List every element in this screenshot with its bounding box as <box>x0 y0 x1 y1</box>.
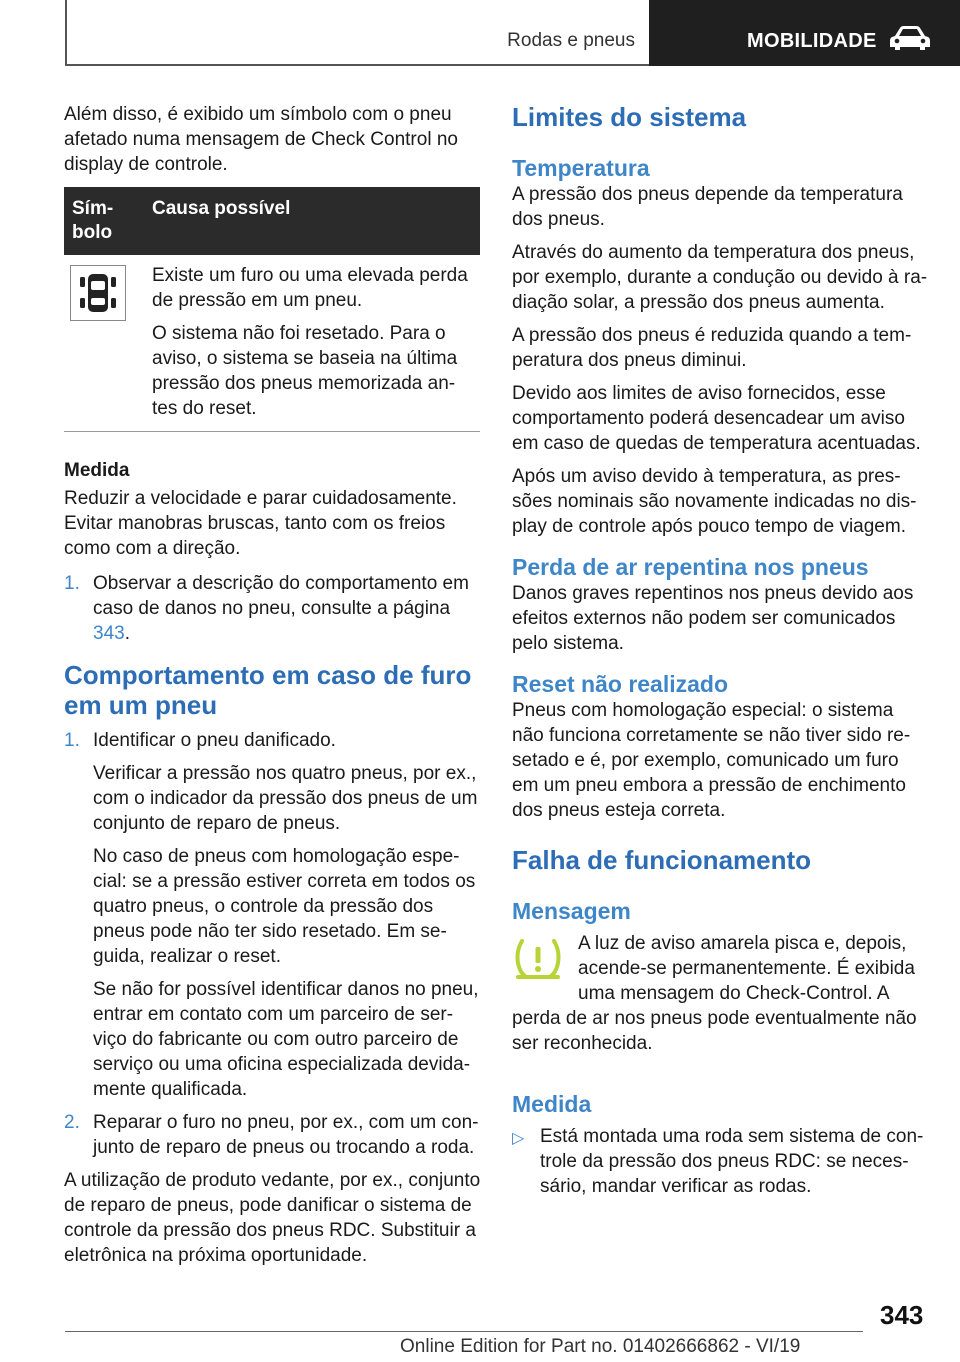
medida-label: Medida <box>64 460 130 481</box>
list-item <box>512 1124 928 1199</box>
temp-paragraph: A pressão dos pneus é reduzida quando a tem-peratura dos pneus diminui. <box>512 325 912 371</box>
reset-paragraph: Pneus com homologação especial: o sistema não funciona corretamente se não tiver sido re-setado e é, por exemplo, comunicado um furo em um pneu embora a pressão de enchimento dos pneus esteja correta. <box>512 700 911 821</box>
header-section <box>67 0 647 64</box>
furo-steps <box>64 728 482 1160</box>
heading-medida: Medida <box>512 1091 592 1117</box>
table-cell-symbol <box>64 263 152 421</box>
step-end: . <box>124 623 130 644</box>
table-header-cause: Causa possível <box>152 198 291 219</box>
heading-mensagem: Mensagem <box>512 898 631 924</box>
heading-falha: Falha de funcionamento <box>512 845 812 875</box>
temp-paragraph: A pressão dos pneus depende da temperatura dos pneus. <box>512 184 903 230</box>
step-text: Observar a descrição do comportamento em caso de danos no pneu, consulte a página <box>93 573 469 619</box>
header-underline <box>65 64 649 66</box>
medida-steps <box>64 571 482 646</box>
table-cell-cause <box>152 263 480 421</box>
temp-paragraph: Através do aumento da temperatura dos pneus, por exemplo, durante a condução ou devido à ra-diação solar, a pressão dos pneus aumenta. <box>512 242 928 313</box>
left-column <box>64 102 482 1268</box>
heading-furo: Comportamento em caso de furo em um pneu <box>64 660 472 720</box>
step-text: Identificar o pneu danificado. <box>93 730 336 751</box>
message-text: A luz de aviso amarela pisca e, depois, acende-se permanentemente. É exibida uma mensagem do Check-Control. A <box>578 933 915 1004</box>
message-text-cont: perda de ar nos pneus pode eventualmente não ser reconhecida. <box>512 1008 917 1054</box>
page-number: 343 <box>880 1300 924 1330</box>
heading-limites: Limites do sistema <box>512 102 747 132</box>
footer-edition: Online Edition for Part no. 01402666862 - VI/19 <box>400 1336 801 1357</box>
perda-paragraph: Danos graves repentinos nos pneus devido aos efeitos externos não podem ser comunicados pelo sistema. <box>512 583 914 654</box>
heading-temperatura: Temperatura <box>512 155 650 181</box>
step-body <box>93 571 482 646</box>
step-text: Se não for possível identificar danos no pneu, entrar em contato com um parceiro de ser-viço do fabricante ou com outro parceiro de serviço ou uma oficina especializada devida-mente qualificada. <box>93 979 479 1100</box>
intro-paragraph: Além disso, é exibido um símbolo com o pneu afetado numa mensagem de Check Control no display de controle. <box>64 104 458 175</box>
bullet-icon: ▷ <box>512 1130 525 1147</box>
heading-perda: Perda de ar repentina nos pneus <box>512 554 869 580</box>
medida-text: Reduzir a velocidade e parar cuidadosamente. Evitar manobras bruscas, tanto com os freios como com a direção. <box>64 488 457 559</box>
step-number: 1. <box>64 573 80 594</box>
car-icon <box>889 24 931 57</box>
footer-divider <box>65 1331 863 1332</box>
symbol-table <box>64 187 480 432</box>
table-header-symbol: Sím-bolo <box>72 198 114 243</box>
cause-text-2: O sistema não foi resetado. Para o aviso, o sistema se baseia na última pressão dos pneus memorizada an-tes do reset. <box>152 323 458 419</box>
heading-reset: Reset não realizado <box>512 671 729 697</box>
page-link[interactable]: 343 <box>93 623 125 644</box>
section-title: Rodas e pneus <box>507 30 635 51</box>
table-header <box>64 187 480 255</box>
step-text: Verificar a pressão nos quatro pneus, por ex., com o indicador da pressão dos pneus de um conjunto de reparo de pneus. <box>93 763 478 834</box>
temp-paragraph: Devido aos limites de aviso fornecidos, esse comportamento poderá desencadear um aviso em caso de quedas de temperatura acentuadas. <box>512 383 921 454</box>
step-body <box>93 1110 482 1160</box>
right-column <box>512 102 928 1199</box>
step-text: Reparar o furo no pneu, por ex., com um con-junto de reparo de pneus ou trocando a roda. <box>93 1112 479 1158</box>
bullet-text: Está montada uma roda sem sistema de con-trole da pressão dos pneus RDC: se neces-sário, mandar verificar as rodas. <box>540 1126 924 1197</box>
step-number: 1. <box>64 730 80 751</box>
header-chapter <box>649 0 960 66</box>
closing-paragraph: A utilização de produto vedante, por ex., conjunto de reparo de pneus, pode danificar o sistema de controle da pressão dos pneus RDC. Substituir a eletrônica na próxima oportunidade. <box>64 1170 481 1266</box>
step-body <box>93 728 482 1102</box>
chapter-title: MOBILIDADE <box>747 30 877 52</box>
list-item <box>64 571 482 646</box>
step-text: No caso de pneus com homologação espe-cial: se a pressão estiver correta em todos os quatro pneus, o controle da pressão dos pneus pode não ter sido resetado. Em se-guida, realizar o reset. <box>93 846 476 967</box>
step-number: 2. <box>64 1112 80 1133</box>
list-item <box>64 728 482 1102</box>
cause-text-1: Existe um furo ou uma elevada perda de pressão em um pneu. <box>152 265 468 311</box>
message-block <box>512 931 928 1056</box>
tire-car-warning-icon <box>70 265 126 321</box>
table-row <box>64 255 480 432</box>
temp-paragraph: Após um aviso devido à temperatura, as pres-sões nominais são novamente indicadas no dis-play de controle após pouco tempo de viagem. <box>512 466 917 537</box>
tire-pressure-warning-icon <box>512 935 564 990</box>
list-item <box>64 1110 482 1160</box>
